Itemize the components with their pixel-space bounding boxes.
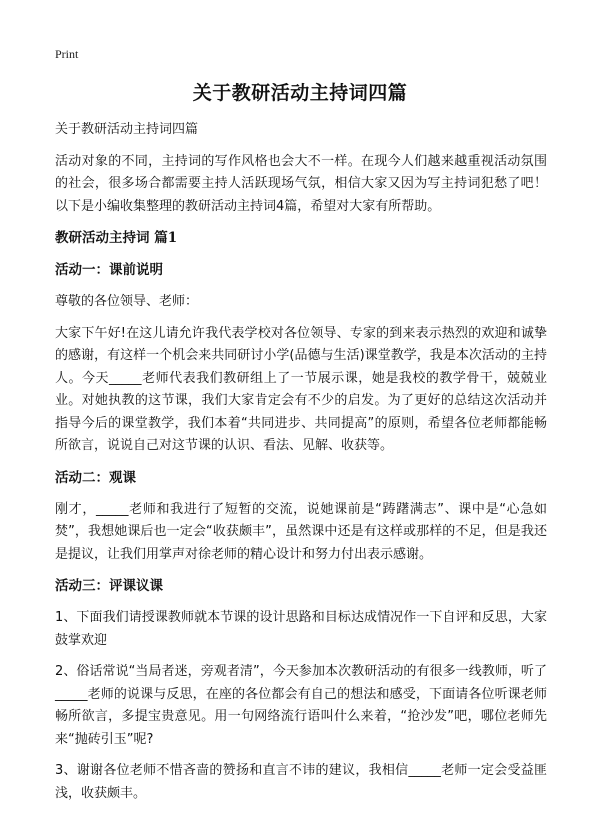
section-heading: 教研活动主持词 篇1	[55, 230, 178, 246]
activity-3-heading: 活动三：评课议课	[55, 578, 163, 594]
document-body	[55, 119, 547, 814]
activity-3-item-2: 2、俗话常说“当局者迷，旁观者清”，今天参加本次教研活动的有很多一线教师，听了_____老师的说课与反思，在座的各位都会有自己的想法和感受，下面请各位听课老师畅所欲言，多提宝贵意见。用一句网络流行语叫什么来着，“抢沙发”吧，哪位老师先来“抛砖引玉”呢?	[55, 664, 547, 747]
intro-paragraph: 活动对象的不同，主持词的写作风格也会大不一样。在现今人们越来越重视活动氛围的社会，很多场合都需要主持人活跃现场气氛，相信大家又因为写主持词犯愁了吧！以下是小编收集整理的教研活动主持词4篇，希望对大家有所帮助。	[55, 153, 547, 214]
activity-2-body: 刚才，_____老师和我进行了短暂的交流，说她课前是“踌躇满志”、课中是“心急如焚”，我想她课后也一定会“收获颇丰”，虽然课中还是有这样或那样的不足，但是我还是提议，让我们用掌声对徐老师的精心设计和努力付出表示感谢。	[55, 501, 547, 562]
activity-2-heading: 活动二：观课	[55, 469, 136, 486]
print-label: Print	[55, 47, 79, 61]
subtitle-paragraph: 关于教研活动主持词四篇	[55, 122, 199, 137]
activity-1-body: 大家下午好!在这儿请允许我代表学校对各位领导、专家的到来表示热烈的欢迎和诚挚的感谢，有这样一个机会来共同研讨小学(品德与生活)课堂教学，我是本次活动的主持人。今天_____老师代表我们教研组上了一节展示课，她是我校的教学骨干，兢兢业业。对她执教的这节课，我们大家肯定会有不少的启发。为了更好的总结这次活动并指导今后的课堂教学，我们本着“共同进步、共同提高”的原则，希望各位老师都能畅所欲言，说说自己对这节课的认识、看法、见解、收获等。	[55, 325, 547, 453]
activity-3-item-3: 3、谢谢各位老师不惜吝啬的赞扬和直言不讳的建议，我相信_____老师一定会受益匪浅，收获颇丰。	[55, 763, 547, 801]
activity-3-item-1: 1、下面我们请授课教师就本节课的设计思路和目标达成情况作一下自评和反思，大家鼓掌欢迎	[55, 610, 547, 648]
page-title: 关于教研活动主持词四篇	[192, 82, 408, 104]
activity-1-greeting: 尊敬的各位领导、老师：	[55, 294, 199, 309]
activity-1-heading: 活动一：课前说明	[55, 262, 163, 278]
